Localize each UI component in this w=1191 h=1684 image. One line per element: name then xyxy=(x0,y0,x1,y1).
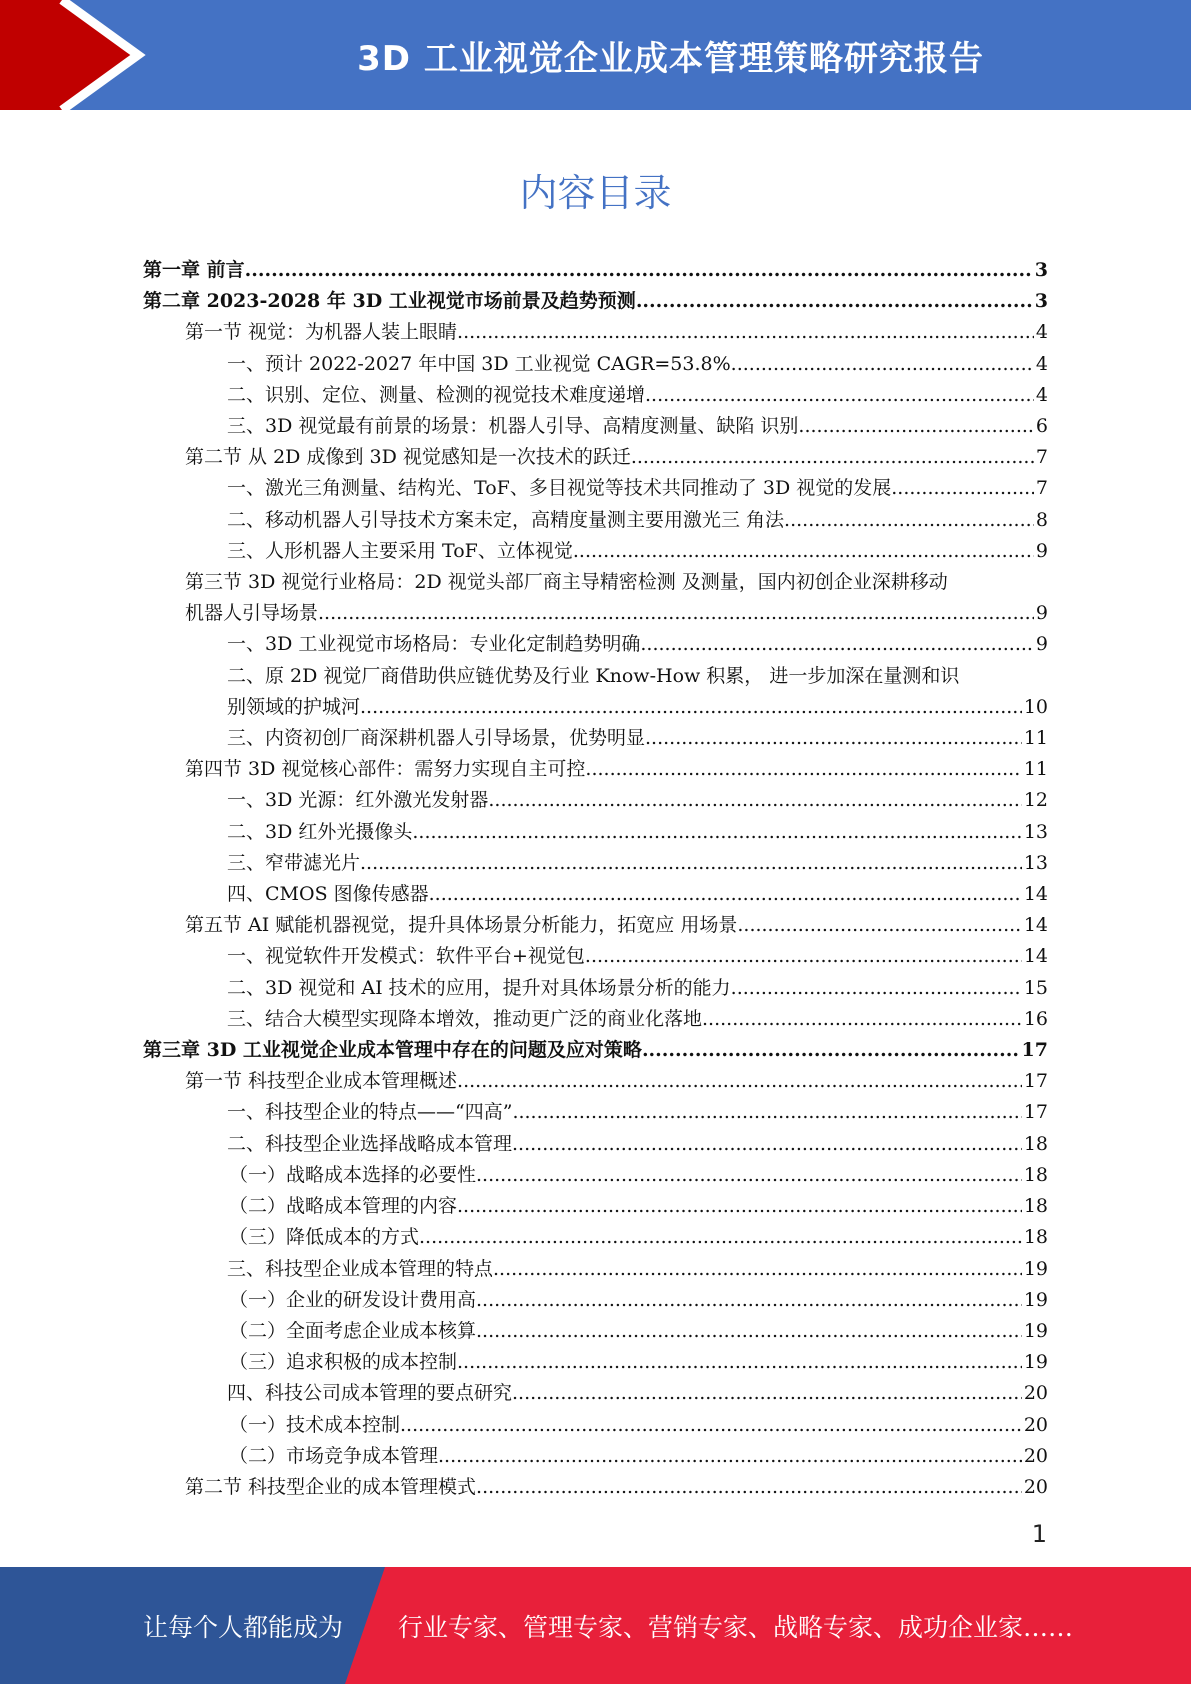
toc-leader-dots xyxy=(476,1316,1022,1347)
toc-entry[interactable] xyxy=(143,380,1048,411)
toc-entry-text: （二）战略成本管理的内容 xyxy=(229,1195,458,1218)
toc-entry-page: 18 xyxy=(1023,1226,1048,1249)
toc-entry[interactable] xyxy=(143,1160,1048,1191)
toc-entry-page: 19 xyxy=(1023,1288,1048,1311)
toc-entry[interactable] xyxy=(143,411,1048,442)
toc-entry-page: 20 xyxy=(1023,1382,1048,1405)
toc-entry-page: 9 xyxy=(1035,602,1048,625)
toc-leader-dots xyxy=(640,629,1034,660)
toc-leader-dots xyxy=(419,1222,1022,1253)
toc-entry[interactable] xyxy=(143,723,1048,754)
toc-entry-page: 4 xyxy=(1035,352,1048,375)
toc-entry-text: 二、移动机器人引导技术方案未定，高精度量测主要用激光三 角法 xyxy=(227,508,785,531)
toc-entry-text: 别领域的护城河 xyxy=(227,695,361,718)
toc-leader-dots xyxy=(457,1347,1022,1378)
toc-entry-text: 第一节 视觉：为机器人装上眼睛 xyxy=(185,321,458,344)
toc-entry-text: 第一章 前言 xyxy=(143,259,245,281)
toc-entry-text: 第一节 科技型企业成本管理概述 xyxy=(185,1070,458,1093)
toc-leader-dots xyxy=(636,286,1033,317)
toc-entry-text: 二、3D 视觉和 AI 技术的应用，提升对具体场景分析的能力 xyxy=(227,976,731,999)
toc-entry[interactable] xyxy=(143,442,1048,473)
toc-entry-text: 一、3D 光源：红外激光发射器 xyxy=(227,789,489,812)
toc-entry[interactable] xyxy=(143,1035,1048,1066)
toc-entry[interactable] xyxy=(143,1347,1048,1378)
toc-leader-dots xyxy=(245,255,1033,286)
toc-entry[interactable] xyxy=(143,1378,1048,1409)
report-title: 3D 工业视觉企业成本管理策略研究报告 xyxy=(357,38,984,79)
toc-entry-text: 一、激光三角测量、结构光、ToF、多目视觉等技术共同推动了 3D 视觉的发展 xyxy=(227,477,892,500)
toc-entry-text: 三、3D 视觉最有前景的场景：机器人引导、高精度测量、缺陷 识别 xyxy=(227,415,799,438)
toc-leader-dots xyxy=(645,723,1022,754)
toc-entry-text: 第四节 3D 视觉核心部件：需努力实现自主可控 xyxy=(185,758,586,781)
toc-entry[interactable] xyxy=(143,505,1048,536)
toc-heading: 内容目录 xyxy=(519,171,672,215)
toc-entry-text: 第五节 AI 赋能机器视觉，提升具体场景分析能力，拓宽应 用场景 xyxy=(185,914,738,937)
toc-entry-text-line1: 第三节 3D 视觉行业格局：2D 视觉头部厂商主导精密检测 及测量，国内初创企业深耕移动 xyxy=(185,571,948,594)
toc-entry-text: 三、人形机器人主要采用 ToF、立体视觉 xyxy=(227,539,573,562)
toc-entry[interactable] xyxy=(143,879,1048,910)
toc-entry-text: 三、科技型企业成本管理的特点 xyxy=(227,1257,494,1280)
toc-leader-dots xyxy=(412,817,1021,848)
toc-entry[interactable] xyxy=(143,1066,1048,1097)
toc-entry-text: 二、识别、定位、测量、检测的视觉技术难度递增 xyxy=(227,383,646,406)
toc-leader-dots xyxy=(438,1441,1022,1472)
toc-entry-page: 18 xyxy=(1023,1195,1048,1218)
toc-entry-text: 三、窄带滤光片 xyxy=(227,851,361,874)
toc-entry-page: 20 xyxy=(1023,1475,1048,1498)
toc-entry-text: 一、科技型企业的特点——“四高” xyxy=(227,1101,513,1124)
toc-entry-text: 第二节 从 2D 成像到 3D 视觉感知是一次技术的跃迁 xyxy=(185,446,631,469)
toc-leader-dots xyxy=(360,692,1022,723)
toc-entry-page: 7 xyxy=(1035,446,1048,469)
toc-entry-page: 8 xyxy=(1035,508,1048,531)
toc-leader-dots xyxy=(429,879,1022,910)
toc-leader-dots xyxy=(631,442,1034,473)
toc-leader-dots xyxy=(798,411,1034,442)
toc-leader-dots xyxy=(891,473,1034,504)
toc-entry-page: 9 xyxy=(1035,633,1048,656)
toc-leader-dots xyxy=(702,1004,1022,1035)
toc-entry-text: （三）降低成本的方式 xyxy=(229,1226,420,1249)
toc-leader-dots xyxy=(573,536,1034,567)
toc-leader-dots xyxy=(318,598,1034,629)
toc-entry-text: （一）企业的研发设计费用高 xyxy=(229,1288,477,1311)
toc-entry-text: （三）追求积极的成本控制 xyxy=(229,1351,458,1374)
toc-entry-page: 15 xyxy=(1023,976,1048,999)
toc-leader-dots xyxy=(457,317,1034,348)
toc-leader-dots xyxy=(731,349,1034,380)
toc-entry[interactable] xyxy=(143,1410,1048,1441)
toc-entry[interactable] xyxy=(143,973,1048,1004)
toc-entry-page: 13 xyxy=(1023,820,1048,843)
toc-entry-page: 19 xyxy=(1023,1351,1048,1374)
toc-entry-text: 四、科技公司成本管理的要点研究 xyxy=(227,1382,513,1405)
toc-entry-page: 20 xyxy=(1023,1444,1048,1467)
header-band xyxy=(0,0,1191,110)
toc-entry-text: 四、CMOS 图像传感器 xyxy=(227,883,429,906)
toc-entry-text: 一、3D 工业视觉市场格局：专业化定制趋势明确 xyxy=(227,633,641,656)
toc-entry-page: 11 xyxy=(1023,758,1048,781)
toc-entry-text: 第二章 2023-2028 年 3D 工业视觉市场前景及趋势预测 xyxy=(143,290,636,313)
toc-entry[interactable] xyxy=(143,817,1048,848)
toc-leader-dots xyxy=(731,973,1022,1004)
toc-entry-page: 4 xyxy=(1035,321,1048,344)
toc-entry-text: 第二节 科技型企业的成本管理模式 xyxy=(185,1475,477,1498)
toc-entry[interactable] xyxy=(143,1129,1048,1160)
toc-entry[interactable] xyxy=(143,1316,1048,1347)
toc-leader-dots xyxy=(488,785,1021,816)
toc-entry-page: 7 xyxy=(1035,477,1048,500)
header-arrow-icon xyxy=(0,0,160,110)
table-of-contents xyxy=(143,255,1048,1503)
toc-entry[interactable] xyxy=(143,910,1048,941)
toc-entry[interactable] xyxy=(143,661,1048,723)
toc-entry[interactable] xyxy=(143,629,1048,660)
toc-leader-dots xyxy=(476,1472,1022,1503)
toc-entry[interactable] xyxy=(143,1191,1048,1222)
toc-leader-dots xyxy=(737,910,1021,941)
toc-entry-page: 3 xyxy=(1034,259,1048,281)
toc-entry-text: （二）全面考虑企业成本核算 xyxy=(229,1319,477,1342)
toc-entry-page: 19 xyxy=(1023,1257,1048,1280)
toc-entry-page: 14 xyxy=(1023,914,1048,937)
toc-entry[interactable] xyxy=(143,286,1048,317)
toc-leader-dots xyxy=(512,1378,1022,1409)
toc-entry-text: 一、预计 2022-2027 年中国 3D 工业视觉 CAGR=53.8% xyxy=(227,352,731,375)
toc-leader-dots xyxy=(457,1066,1022,1097)
toc-leader-dots xyxy=(493,1254,1022,1285)
toc-entry-page: 20 xyxy=(1023,1413,1048,1436)
toc-entry[interactable] xyxy=(143,473,1048,504)
toc-entry-page: 12 xyxy=(1023,789,1048,812)
toc-leader-dots xyxy=(476,1160,1022,1191)
toc-leader-dots xyxy=(400,1410,1022,1441)
footer-slogan-right: 行业专家、管理专家、营销专家、战略专家、成功企业家…… xyxy=(398,1612,1074,1642)
toc-entry[interactable] xyxy=(143,317,1048,348)
toc-entry[interactable] xyxy=(143,848,1048,879)
toc-leader-dots xyxy=(360,848,1022,879)
toc-entry-page: 17 xyxy=(1023,1070,1048,1093)
toc-entry-text: 机器人引导场景 xyxy=(185,602,319,625)
toc-entry-page: 13 xyxy=(1023,851,1048,874)
toc-entry[interactable] xyxy=(143,1254,1048,1285)
toc-entry-page: 19 xyxy=(1023,1319,1048,1342)
toc-leader-dots xyxy=(476,1285,1022,1316)
toc-entry[interactable] xyxy=(143,1472,1048,1503)
toc-entry[interactable] xyxy=(143,1097,1048,1128)
toc-entry-page: 9 xyxy=(1035,539,1048,562)
page-number: 1 xyxy=(1031,1520,1047,1548)
toc-leader-dots xyxy=(512,1129,1022,1160)
toc-entry[interactable] xyxy=(143,1285,1048,1316)
toc-leader-dots xyxy=(457,1191,1022,1222)
toc-leader-dots xyxy=(585,754,1021,785)
toc-entry[interactable] xyxy=(143,255,1048,286)
toc-leader-dots xyxy=(645,380,1034,411)
toc-entry-text: （一）战略成本选择的必要性 xyxy=(229,1163,477,1186)
toc-leader-dots xyxy=(784,505,1034,536)
toc-entry-text: （二）市场竞争成本管理 xyxy=(229,1444,439,1467)
toc-entry-page: 4 xyxy=(1035,383,1048,406)
toc-entry-page: 6 xyxy=(1035,415,1048,438)
toc-entry-page: 16 xyxy=(1023,1007,1048,1030)
toc-entry[interactable] xyxy=(143,567,1048,629)
toc-entry-page: 11 xyxy=(1023,727,1048,750)
toc-entry[interactable] xyxy=(143,536,1048,567)
footer-slogan-left: 让每个人都能成为 xyxy=(143,1612,344,1642)
toc-entry-page: 17 xyxy=(1021,1039,1048,1062)
toc-entry-text: 二、科技型企业选择战略成本管理 xyxy=(227,1132,513,1155)
toc-entry[interactable] xyxy=(143,1441,1048,1472)
toc-entry[interactable] xyxy=(143,349,1048,380)
toc-entry-text: 一、视觉软件开发模式：软件平台+视觉包 xyxy=(227,945,585,968)
toc-entry-page: 10 xyxy=(1023,695,1048,718)
toc-entry[interactable] xyxy=(143,941,1048,972)
toc-leader-dots xyxy=(642,1035,1020,1066)
toc-leader-dots xyxy=(585,941,1022,972)
toc-entry-text-line1: 二、原 2D 视觉厂商借助供应链优势及行业 Know-How 积累， 进一步加深在量测和识 xyxy=(227,664,960,687)
toc-entry-text: 第三章 3D 工业视觉企业成本管理中存在的问题及应对策略 xyxy=(143,1039,642,1062)
toc-entry-page: 17 xyxy=(1023,1101,1048,1124)
toc-entry-page: 18 xyxy=(1023,1163,1048,1186)
footer-band xyxy=(0,1567,1191,1684)
toc-entry-page: 14 xyxy=(1023,945,1048,968)
toc-entry-text: 三、内资初创厂商深耕机器人引导场景，优势明显 xyxy=(227,727,646,750)
toc-entry-text: 三、结合大模型实现降本增效，推动更广泛的商业化落地 xyxy=(227,1007,703,1030)
toc-entry[interactable] xyxy=(143,1004,1048,1035)
toc-entry[interactable] xyxy=(143,1222,1048,1253)
toc-entry-page: 18 xyxy=(1023,1132,1048,1155)
toc-entry[interactable] xyxy=(143,754,1048,785)
toc-leader-dots xyxy=(512,1097,1021,1128)
toc-entry-page: 14 xyxy=(1023,883,1048,906)
toc-entry-text: 二、3D 红外光摄像头 xyxy=(227,820,413,843)
toc-entry-text: （一）技术成本控制 xyxy=(229,1413,401,1436)
toc-entry-page: 3 xyxy=(1034,290,1048,313)
toc-entry[interactable] xyxy=(143,785,1048,816)
